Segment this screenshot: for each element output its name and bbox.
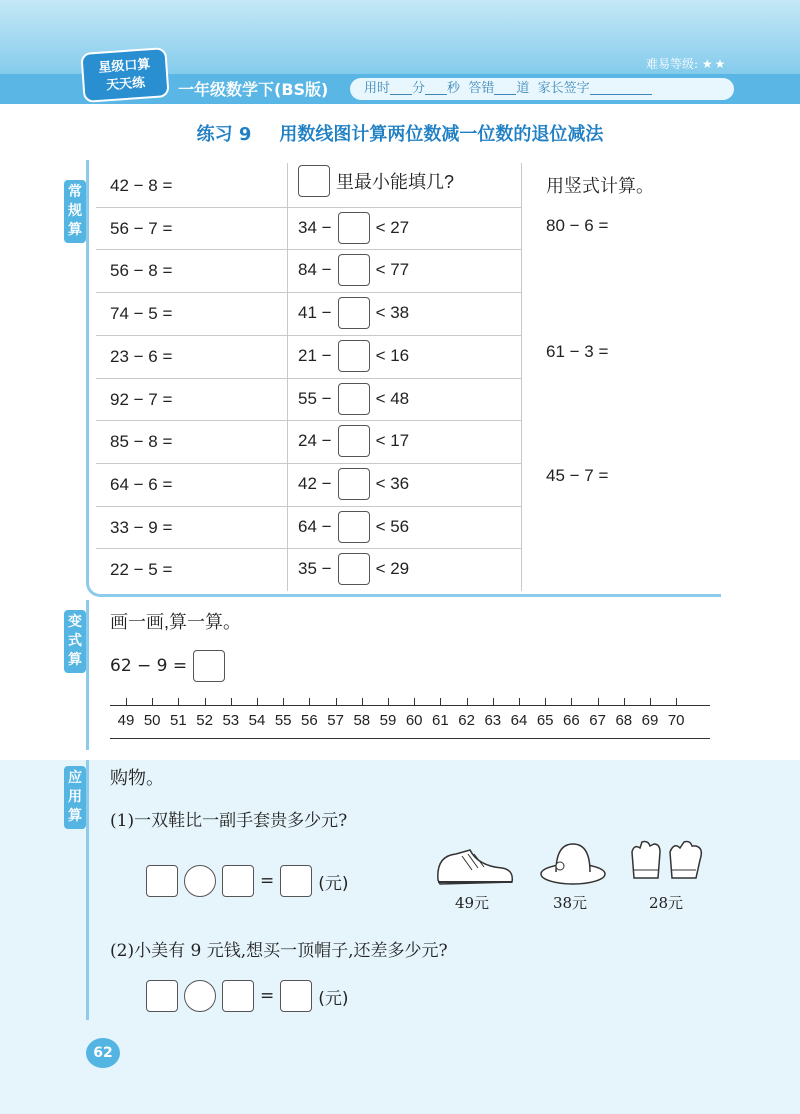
number-line-tick <box>598 698 599 706</box>
number-line-label: 68 <box>615 712 633 729</box>
inequality-left: 55 − <box>298 388 332 408</box>
number-line-label: 55 <box>274 712 292 729</box>
parent-sign-label: 家长签字 <box>537 81 590 96</box>
answer-box[interactable] <box>222 865 254 897</box>
number-line-label: 66 <box>563 712 580 729</box>
inequality-left: 64 − <box>298 516 332 536</box>
hat-icon <box>538 836 608 890</box>
side-char: 算 <box>68 808 82 824</box>
col3-header: 用竖式计算。 <box>546 176 654 196</box>
shoe-price: 49元 <box>454 894 490 912</box>
question-1: (1)一双鞋比一副手套贵多少元? <box>110 811 348 831</box>
number-line-tick <box>362 698 363 706</box>
subtraction-problem: 64 − 6 = <box>110 474 173 494</box>
number-line-tick <box>624 698 625 706</box>
number-line-label: 63 <box>484 712 502 729</box>
side-label-variant <box>64 610 86 673</box>
equals-sign: = <box>260 871 275 891</box>
hat-price: 38元 <box>552 894 588 912</box>
number-line-tick <box>676 698 677 706</box>
answer-box[interactable] <box>338 511 370 543</box>
number-line-label: 65 <box>536 712 554 729</box>
number-line-label: 67 <box>589 712 606 729</box>
side-char: 算 <box>68 222 82 238</box>
wrong-blank[interactable] <box>494 82 516 95</box>
row-divider <box>96 292 521 293</box>
equation-text: 62 − 9 = <box>110 656 188 676</box>
number-line-label: 61 <box>432 712 449 729</box>
number-line-label: 57 <box>327 712 344 729</box>
answer-box[interactable] <box>338 383 370 415</box>
operator-circle[interactable] <box>184 980 216 1012</box>
inequality-row <box>298 383 409 415</box>
answer-box[interactable] <box>280 865 312 897</box>
number-line-label: 51 <box>170 712 187 729</box>
answer-box[interactable] <box>338 553 370 585</box>
difficulty-rating <box>646 55 727 72</box>
subtraction-problem: 56 − 8 = <box>110 261 173 281</box>
column-divider <box>521 163 522 591</box>
side-char: 算 <box>68 652 82 668</box>
logo-line1: 星级口算 <box>97 57 151 76</box>
number-line-tick <box>257 698 258 706</box>
vertical-calc-2: 61 − 3 = <box>546 342 609 361</box>
unit-label: (元) <box>318 873 349 894</box>
answer-box[interactable] <box>146 865 178 897</box>
difficulty-label: 难易等级: <box>646 57 699 71</box>
book-title: 一年级数学下(BS版) <box>178 80 329 99</box>
number-line <box>110 705 710 706</box>
row-divider <box>96 249 521 250</box>
number-line-label: 52 <box>196 712 213 729</box>
draw-instruction: 画一画,算一算。 <box>110 612 242 632</box>
inequality-right: < 27 <box>375 217 410 237</box>
number-line-tick <box>467 698 468 706</box>
answer-box[interactable] <box>338 297 370 329</box>
subtraction-problem: 74 − 5 = <box>110 304 173 324</box>
number-line-label: 54 <box>248 712 266 729</box>
number-line-label: 49 <box>117 712 135 729</box>
inequality-row <box>298 511 409 543</box>
side-char: 用 <box>68 789 82 805</box>
number-line-tick <box>493 698 494 706</box>
subtraction-problem: 22 − 5 = <box>110 560 173 580</box>
number-line-tick <box>126 698 127 706</box>
inequality-right: < 56 <box>375 516 410 536</box>
side-label-application <box>64 766 86 829</box>
number-line-label: 64 <box>510 712 528 729</box>
number-line-label: 56 <box>301 712 318 729</box>
number-line-label: 58 <box>353 712 371 729</box>
equals-sign: = <box>260 986 275 1006</box>
star-icon: ★★ <box>701 57 728 71</box>
side-char: 常 <box>68 184 82 200</box>
number-line-tick <box>650 698 651 706</box>
number-line-tick <box>309 698 310 706</box>
logo-line2: 天天练 <box>105 75 146 94</box>
subtraction-problem: 23 − 6 = <box>110 346 173 366</box>
answer-box[interactable] <box>338 212 370 244</box>
answer-box[interactable] <box>338 254 370 286</box>
inequality-row <box>298 297 409 329</box>
time-label: 用时 <box>364 81 391 96</box>
page-title <box>0 120 800 146</box>
subtraction-problem: 92 − 7 = <box>110 389 173 409</box>
second-blank[interactable] <box>425 82 447 95</box>
inequality-right: < 38 <box>375 303 410 323</box>
question-2: (2)小美有 9 元钱,想买一顶帽子,还差多少元? <box>110 941 448 961</box>
inequality-right: < 16 <box>375 345 410 365</box>
vertical-calc-1: 80 − 6 = <box>546 216 609 235</box>
row-divider <box>96 335 521 336</box>
inequality-right: < 48 <box>375 388 410 408</box>
q1-equation <box>146 865 349 897</box>
glove-price: 28元 <box>648 894 684 912</box>
time-blank[interactable] <box>390 82 412 95</box>
row-divider <box>96 207 521 208</box>
number-line-tick <box>231 698 232 706</box>
inequality-row <box>298 340 409 372</box>
col2-header-text: 里最小能填几? <box>336 172 455 192</box>
number-line-label: 53 <box>222 712 240 729</box>
item-label: 道 <box>516 81 530 96</box>
answer-box[interactable] <box>280 980 312 1012</box>
row-divider <box>96 548 521 549</box>
series-logo <box>80 47 169 103</box>
answer-box[interactable] <box>193 650 225 682</box>
inequality-left: 42 − <box>298 473 332 493</box>
side-char: 规 <box>68 203 82 219</box>
inequality-row <box>298 254 409 286</box>
wrong-label: 答错 <box>468 81 495 96</box>
inequality-right: < 17 <box>375 431 410 451</box>
number-line-label: 62 <box>458 712 475 729</box>
side-label-regular <box>64 180 86 243</box>
exercise-number: 练习 9 <box>196 124 252 145</box>
row-divider <box>96 463 521 464</box>
answer-box[interactable] <box>338 425 370 457</box>
col2-header <box>298 165 454 197</box>
answer-box[interactable] <box>338 468 370 500</box>
number-line-underline <box>110 738 710 739</box>
shopping-heading: 购物。 <box>110 768 164 788</box>
shoe-icon <box>432 842 516 890</box>
inequality-left: 21 − <box>298 345 332 365</box>
inequality-row <box>298 425 409 457</box>
parent-sign-blank[interactable] <box>590 82 652 95</box>
number-line-equation <box>110 650 225 682</box>
minute-label: 分 <box>412 81 426 96</box>
number-line-label: 70 <box>667 712 685 729</box>
number-line-tick <box>152 698 153 706</box>
number-line-tick <box>545 698 546 706</box>
exercise-title: 用数线图计算两位数减一位数的退位减法 <box>279 124 604 145</box>
inequality-left: 34 − <box>298 217 332 237</box>
row-divider <box>96 506 521 507</box>
number-line-tick <box>571 698 572 706</box>
answer-box[interactable] <box>146 980 178 1012</box>
number-line-tick <box>283 698 284 706</box>
inequality-left: 84 − <box>298 260 332 280</box>
number-line-tick <box>414 698 415 706</box>
section2-border <box>86 600 89 750</box>
section3-border <box>86 760 89 1020</box>
side-char: 式 <box>68 633 82 649</box>
side-char: 应 <box>68 770 82 786</box>
row-divider <box>96 378 521 379</box>
number-line-tick <box>388 698 389 706</box>
inequality-row <box>298 553 409 585</box>
page-number: 62 <box>86 1038 120 1068</box>
inequality-row <box>298 212 409 244</box>
inequality-left: 41 − <box>298 303 332 323</box>
number-line-tick <box>205 698 206 706</box>
glove-icon <box>628 838 708 892</box>
second-label: 秒 <box>447 81 461 96</box>
number-line-label: 60 <box>405 712 423 729</box>
inequality-left: 35 − <box>298 559 332 579</box>
answer-box[interactable] <box>338 340 370 372</box>
inequality-row <box>298 468 409 500</box>
number-line-tick <box>336 698 337 706</box>
number-line-tick <box>519 698 520 706</box>
subtraction-problem: 56 − 7 = <box>110 218 173 238</box>
number-line-tick <box>178 698 179 706</box>
vertical-calc-3: 45 − 7 = <box>546 466 609 485</box>
q2-equation <box>146 980 349 1012</box>
inequality-right: < 77 <box>375 260 410 280</box>
subtraction-problem: 33 − 9 = <box>110 517 173 537</box>
unit-label: (元) <box>318 988 349 1009</box>
answer-box[interactable] <box>222 980 254 1012</box>
number-line-label: 50 <box>143 712 161 729</box>
inequality-right: < 36 <box>375 473 410 493</box>
number-line-label: 59 <box>379 712 397 729</box>
inequality-right: < 29 <box>375 559 410 579</box>
answer-box-sample <box>298 165 330 197</box>
number-line-tick <box>440 698 441 706</box>
subtraction-problem: 85 − 8 = <box>110 432 173 452</box>
number-line-label: 69 <box>641 712 659 729</box>
inequality-left: 24 − <box>298 431 332 451</box>
subtraction-problem: 42 − 8 = <box>110 176 173 195</box>
row-divider <box>96 420 521 421</box>
side-char: 变 <box>68 614 82 630</box>
time-record-bar <box>350 78 734 100</box>
operator-circle[interactable] <box>184 865 216 897</box>
